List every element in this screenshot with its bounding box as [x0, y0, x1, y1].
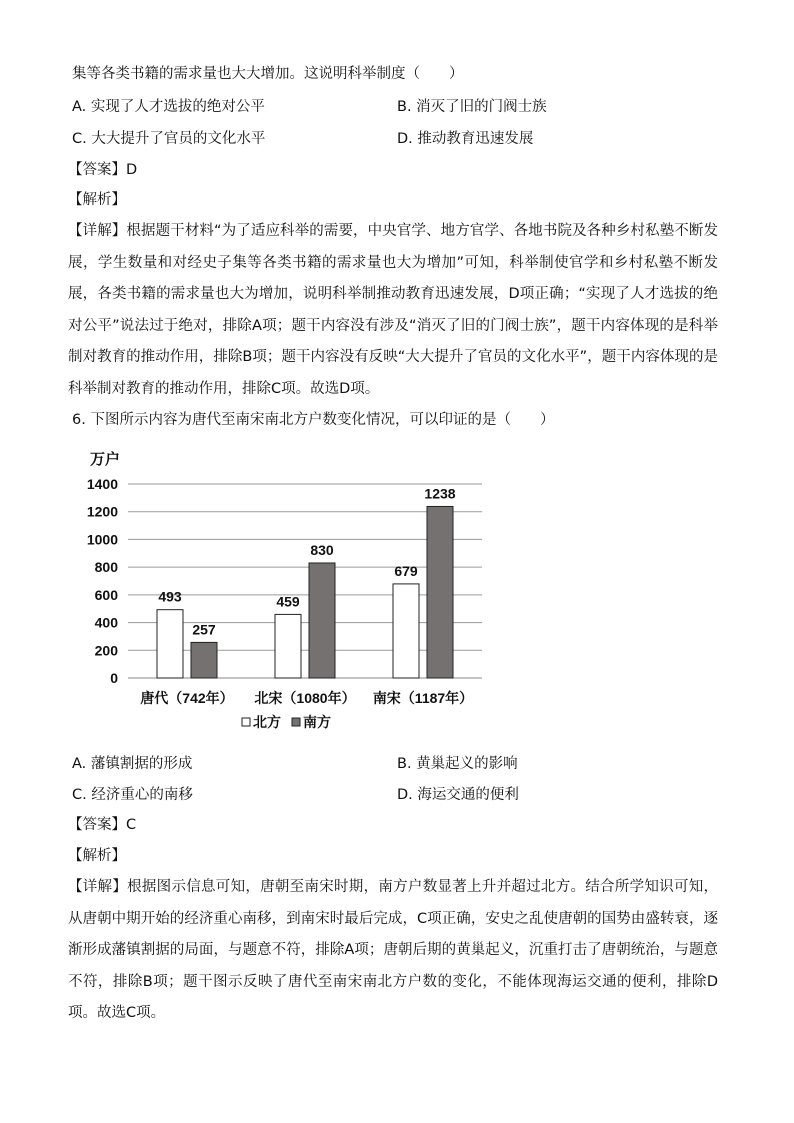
x-category-label: 唐代（742年） [140, 690, 234, 706]
bar-value-label: 1238 [424, 485, 456, 502]
q5-option-b: B. 消灭了旧的门阀士族 [397, 99, 547, 115]
q6-detail: 【详解】根据图示信息可知，唐朝至南宋时期，南方户数显著上升并超过北方。结合所学知识可知，从唐朝中期开始的经济重心南移，到南宋时最后完成，C项正确，安史之乱使唐朝的国势由盛转衰，逐渐形成藩镇割据的局面，与题意不符，排除A项；唐朝后期的黄巢起义，沉重打击了唐朝统治，与题意不符，排除B项；题干图示反映了唐代至南宋南北方户数的变化，不能体现海运交通的便利，排除D项。故选C项。 [68, 879, 718, 1022]
y-tick-label: 1200 [86, 503, 118, 520]
q5-answer: 【答案】D [68, 162, 138, 178]
bar-value-label: 679 [394, 562, 418, 579]
bar-value-label: 830 [310, 541, 334, 558]
q6-option-c: C. 经济重心的南移 [72, 787, 193, 803]
q6-stem: 6. 下图所示内容为唐代至南宋南北方户数变化情况，可以印证的是（ ） [72, 412, 555, 428]
legend-swatch-north [242, 718, 250, 726]
q5-analysis-title: 【解析】 [68, 192, 126, 208]
q5-detail: 【详解】根据题干材料“为了适应科举的需要，中央官学、地方官学、各地书院及各种乡村私塾不断发展，学生数量和对经史子集等各类书籍的需求量也大为增加”可知，科举制使官学和乡村私塾不断发展，各类书籍的需求量也大为增加，说明科举制推动教育迅速发展，D项正确；“实现了人才选拔的绝对公平”说法过于绝对，排除A项；题干内容没有涉及“消灭了旧的门阀士族”，题干内容体现的是科举制对教育的推动作用，排除B项；题干内容没有反映“大大提升了官员的文化水平”，题干内容体现的是科举制对教育的推动作用，排除C项。故选D项。 [68, 223, 718, 397]
q6-answer: 【答案】C [68, 817, 137, 833]
bar-south [309, 563, 335, 678]
bar-north [393, 584, 419, 678]
legend-label: 北方 [253, 714, 281, 730]
bar-value-label: 459 [276, 593, 300, 610]
legend-label: 南方 [303, 714, 331, 730]
q5-stem-tail: 集等各类书籍的需求量也大大增加。这说明科举制度（ ） [72, 66, 464, 82]
bar-south [427, 506, 453, 678]
households-bar-chart [80, 446, 520, 736]
y-tick-label: 1400 [86, 476, 118, 492]
y-tick-label: 400 [94, 614, 118, 631]
y-tick-label: 1000 [86, 531, 118, 548]
bar-south [191, 642, 217, 678]
y-tick-label: 0 [110, 670, 118, 686]
legend-swatch-south [292, 718, 300, 726]
bar-value-label: 493 [158, 588, 182, 605]
q5-option-a: A. 实现了人才选拔的绝对公平 [72, 99, 265, 115]
q5-option-d: D. 推动教育迅速发展 [397, 131, 534, 147]
q5-option-c: C. 大大提升了官员的文化水平 [72, 131, 266, 147]
bar-value-label: 257 [192, 621, 216, 638]
x-category-label: 北宋（1080年） [254, 690, 356, 706]
q6-option-a: A. 藩镇割据的形成 [72, 756, 193, 772]
bar-north [157, 610, 183, 678]
q6-option-d: D. 海运交通的便利 [397, 787, 519, 803]
bar-north [275, 614, 301, 678]
q6-option-b: B. 黄巢起义的影响 [397, 756, 518, 772]
y-tick-label: 800 [94, 559, 118, 576]
x-category-label: 南宋（1187年） [372, 690, 474, 706]
y-tick-label: 200 [94, 642, 118, 659]
q6-analysis-title: 【解析】 [68, 848, 126, 864]
y-tick-label: 600 [94, 586, 118, 603]
y-axis-label: 万户 [90, 450, 121, 468]
